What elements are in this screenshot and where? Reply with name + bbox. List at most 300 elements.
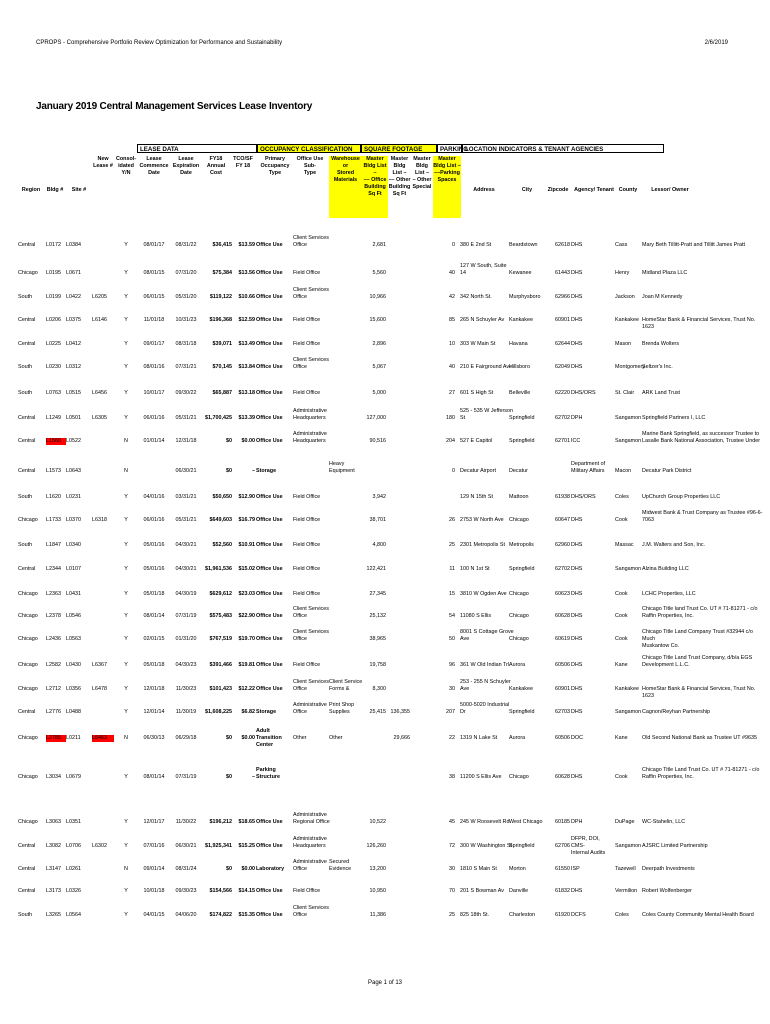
cell-ptype: Adult Transition Center (256, 728, 282, 748)
cell-cost: $767,519 (209, 636, 232, 642)
cell-sub: Administrative Regional Office (293, 812, 330, 825)
cell-agency: DHS (571, 242, 583, 248)
cell-zip: 62220 (555, 390, 570, 396)
cell-con: Y (124, 819, 128, 825)
cell-cost: $65,887 (212, 390, 232, 396)
cell-city: Belleville (509, 390, 531, 396)
cell-county: Kankakee (615, 317, 639, 323)
cell-sub: Other (293, 735, 307, 741)
cell-office: 4,800 (372, 542, 386, 548)
cell-office: 2,896 (372, 341, 386, 347)
cell-cost: $1,608,225 (205, 709, 232, 715)
cell-site: L0356 (66, 686, 81, 692)
cell-site: L0515 (66, 390, 81, 396)
cell-lessor: Chicago Title Land Trust Co. UT # 71-81271 - c/o Raffin Properties, Inc. (642, 767, 760, 780)
cell-bldg: L0199 (46, 294, 61, 300)
cell-ptype: Office Use (256, 415, 283, 421)
cell-wh: Client Service Forms & (329, 679, 363, 692)
cell-city: Hillsboro (509, 364, 530, 370)
cell-agency: DHS (571, 613, 583, 619)
cell-office: 5,000 (372, 390, 386, 396)
cell-city: Kankakee (509, 317, 533, 323)
cell-zip: 60506 (555, 735, 570, 741)
cell-exp: 05/31/21 (175, 517, 197, 523)
cell-sub: Client Services Office (293, 905, 329, 918)
cell-addr: 361 W Old Indian Trl (460, 662, 510, 668)
cell-park: 72 (449, 843, 455, 849)
cell-zip: 60901 (555, 317, 570, 323)
cell-lessor: WC-Stahelin, LLC (642, 819, 686, 825)
cell-com: 10/01/17 (143, 390, 165, 396)
cell-ptype: Office Use (256, 517, 283, 523)
cell-agency: DOC (571, 735, 583, 741)
cell-sub: Administrative Office (293, 859, 327, 872)
cell-con: Y (124, 662, 128, 668)
cell-city: Murphysboro (509, 294, 541, 300)
cell-tco: $6.82 (241, 709, 255, 715)
cell-con: Y (124, 686, 128, 692)
cell-tco: $13.84 (238, 364, 255, 370)
cell-region: Chicago (18, 270, 38, 276)
cell-ptype: Office Use (256, 888, 283, 894)
cell-zip: 60628 (555, 774, 570, 780)
cell-region: Chicago (18, 591, 38, 597)
cell-addr: 525 - 535 W Jefferson St (460, 408, 513, 421)
cell-lessor: Midwest Bank & Trust Company as Trustee #96-6- 7063 (642, 510, 763, 523)
cell-site: L0375 (66, 317, 81, 323)
cell-county: DuPage (615, 819, 635, 825)
cell-con: N (124, 468, 128, 474)
cell-com: 12/01/14 (143, 709, 165, 715)
cell-com: 09/01/17 (143, 341, 165, 347)
cell-exp: 08/31/24 (175, 866, 197, 872)
cell-addr: 245 W Roosevelt Rd (460, 819, 510, 825)
cell-office: 13,200 (369, 866, 386, 872)
cell-park: 38 (449, 774, 455, 780)
cell-cost: $119,122 (209, 294, 232, 300)
cell-ptype: Office Use (256, 819, 283, 825)
cell-bldg: L0172 (46, 242, 61, 248)
cell-zip: 62049 (555, 364, 570, 370)
cell-com: 06/01/16 (143, 415, 165, 421)
cell-tco: $19.81 (238, 662, 255, 668)
cell-region: South (18, 294, 33, 300)
cell-county: Kane (615, 662, 628, 668)
cell-exp: 04/30/21 (175, 542, 197, 548)
cell-exp: 04/06/20 (175, 912, 197, 918)
cell-zip: 60623 (555, 591, 570, 597)
cell-con: N (124, 438, 128, 444)
cell-ptype: Office Use (256, 591, 283, 597)
cell-agency: ICC (571, 438, 581, 444)
cell-office: 38,701 (369, 517, 386, 523)
cell-other: 136,355 (390, 709, 410, 715)
cell-bldg: L2712 (46, 686, 61, 692)
cell-lessor: Chicago Title Land Trust Company, d/b/a EGS Development L.L.C. (642, 655, 753, 668)
column-header-expiration: Lease Expiration Date (172, 156, 200, 176)
cell-exp: 11/30/19 (175, 709, 197, 715)
cell-other: 29,666 (393, 735, 410, 741)
cell-addr: 210 E Fairground Ave (460, 364, 513, 370)
cell-cost: $196,212 (209, 819, 232, 825)
cell-zip: 62702 (555, 415, 570, 421)
cell-lessor: Springfield Partners I, LLC (642, 415, 706, 421)
cell-zip: 61443 (555, 270, 570, 276)
cell-office: 5,560 (372, 270, 386, 276)
cell-county: Sangamon (615, 843, 642, 849)
cell-cost: $39,071 (212, 341, 232, 347)
cell-zip: 62706 (555, 843, 570, 849)
cell-cost: $0 (226, 468, 232, 474)
cell-park: 22 (449, 735, 455, 741)
cell-region: Central (18, 566, 36, 572)
cell-region: South (18, 364, 33, 370)
cell-exp: 11/30/23 (175, 686, 197, 692)
cell-lessor: Brenda Wolters (642, 341, 680, 347)
cell-com: 06/01/15 (143, 294, 165, 300)
cell-con: Y (124, 566, 128, 572)
cell-cost: $0 (226, 866, 232, 872)
cell-agency: DHS (571, 709, 583, 715)
cell-city: Springfield (509, 415, 535, 421)
cell-park: 25 (449, 542, 455, 548)
cell-bldg: L1733 (46, 517, 61, 523)
cell-cost: $50,650 (212, 494, 232, 500)
cell-bldg: L2344 (46, 566, 61, 572)
cell-bldg: L2776 (46, 709, 61, 715)
cell-region: Central (18, 843, 36, 849)
cell-office: 10,950 (369, 888, 386, 894)
cell-city: West Chicago (509, 819, 543, 825)
cell-city: Chicago (509, 591, 529, 597)
cell-addr: 8001 S Cottage Grove Ave (460, 629, 514, 642)
cell-site: L0384 (66, 242, 81, 248)
cell-exp: 07/31/19 (175, 774, 197, 780)
cell-site: L0706 (66, 843, 81, 849)
cell-tco: – (252, 774, 255, 780)
cell-cost: $101,423 (209, 686, 232, 692)
cell-ptype: Office Use (256, 912, 283, 918)
cell-agency: DHS (571, 591, 583, 597)
cell-wh: Other (329, 735, 343, 741)
cell-bldg: L3265 (46, 912, 61, 918)
cell-sub: Client Services Office (293, 357, 329, 370)
cell-park: 40 (449, 270, 455, 276)
cell-bldg: L3034 (46, 774, 61, 780)
cell-site: L0522 (66, 438, 81, 444)
cell-city: Havana (509, 341, 528, 347)
cell-exp: 04/30/23 (175, 662, 197, 668)
cell-cost: $629,612 (209, 591, 232, 597)
cell-lessor: Old Second National Bank as Trustee UT #9635 (642, 735, 757, 741)
cell-ptype: Office Use (256, 341, 283, 347)
cell-zip: 62618 (555, 242, 570, 248)
cell-park: 85 (449, 317, 455, 323)
cell-lessor: Robert Wolfenberger (642, 888, 692, 894)
cell-site: L0563 (66, 636, 81, 642)
cell-agency: DHS (571, 686, 583, 692)
column-header-sub-type: Office Use Sub- Type (296, 156, 324, 176)
cell-addr: 527 E Capitol (460, 438, 493, 444)
cell-addr: 601 S High St (460, 390, 494, 396)
cell-site: L0422 (66, 294, 81, 300)
cell-county: Cook (615, 517, 628, 523)
cell-ptype: Office Use (256, 613, 283, 619)
cell-region: Central (18, 317, 36, 323)
cell-exp: 08/31/18 (175, 341, 197, 347)
cell-sub: Field Office (293, 517, 321, 523)
cell-city: Kewanee (509, 270, 532, 276)
cell-zip: 62701 (555, 438, 570, 444)
cell-sub: Field Office (293, 317, 321, 323)
cell-city: Kankakee (509, 686, 533, 692)
cell-sub: Field Office (293, 542, 321, 548)
column-header-region: Region (21, 187, 41, 193)
cell-city: Metropolis (509, 542, 534, 548)
cell-exp: 05/31/20 (175, 294, 197, 300)
cell-com: 10/01/18 (143, 888, 165, 894)
cell-park: 0 (452, 242, 455, 248)
section-occupancy: OCCUPANCY CLASSIFICATION (257, 144, 361, 153)
cell-addr: 2301 Metropolis St (460, 542, 505, 548)
column-header-special: Master Bldg List – – Other Special (412, 156, 432, 190)
column-header-parking: Master Bldg List – ––Parking Spaces (433, 156, 461, 218)
cell-office: 10,966 (369, 294, 386, 300)
cell-addr: 2753 W North Ave (460, 517, 504, 523)
cell-con: Y (124, 270, 128, 276)
cell-city: Springfield (509, 843, 535, 849)
cell-com: 04/01/15 (143, 912, 165, 918)
cell-new: L6463 (92, 735, 114, 742)
cell-com: 04/01/16 (143, 494, 165, 500)
cell-ptype: Storage (256, 468, 277, 474)
cell-ptype: Office Use (256, 542, 283, 548)
cell-cost: $70,145 (212, 364, 232, 370)
cell-site: L0488 (66, 709, 81, 715)
cell-sub: Client Services Office (293, 287, 329, 300)
cell-wh: Print Shop Supplies (329, 702, 355, 715)
cell-office: 5,067 (372, 364, 386, 370)
cell-bldg: L1249 (46, 415, 61, 421)
cell-lessor: UpChurch Group Properties LLC (642, 494, 721, 500)
cell-agency: DHS (571, 774, 583, 780)
cell-site: L0431 (66, 591, 81, 597)
cell-region: Chicago (18, 662, 38, 668)
cell-com: 08/01/16 (143, 364, 165, 370)
cell-region: Chicago (18, 636, 38, 642)
cell-tco: $15.35 (238, 912, 255, 918)
cell-tco: $16.79 (238, 517, 255, 523)
cell-county: Vermilion (615, 888, 638, 894)
cell-site: L0326 (66, 888, 81, 894)
cell-city: Aurora (509, 735, 526, 741)
cell-park: 11 (449, 566, 455, 572)
cell-office: 27,345 (369, 591, 386, 597)
cell-bldg: L3063 (46, 819, 61, 825)
cell-region: Central (18, 866, 36, 872)
cell-agency: DHS (571, 517, 583, 523)
cell-sub: Administrative Office (293, 702, 327, 715)
cell-cost: $154,566 (209, 888, 232, 894)
cell-ptype: Office Use (256, 242, 283, 248)
cell-tco: $13.56 (238, 270, 255, 276)
cell-bldg: L1847 (46, 542, 61, 548)
cell-con: Y (124, 517, 128, 523)
cell-county: Tazewell (615, 866, 636, 872)
cell-zip: 62966 (555, 294, 570, 300)
cell-wh: Heavy Equipment (329, 461, 355, 474)
cell-cost: $1,700,425 (205, 415, 232, 421)
cell-agency: DFPR, DOI, CMS- Internal Audits (571, 836, 606, 856)
cell-lessor: Alzina Building LLC (642, 566, 689, 572)
cell-lessor: HomeStar Bank & Financial Services, Trust No. 1623 (642, 317, 756, 330)
cell-tco: $10.66 (238, 294, 255, 300)
cell-lessor: Joan M Kennedy (642, 294, 683, 300)
cell-city: Springfield (509, 438, 535, 444)
cell-park: 10 (449, 341, 455, 347)
cell-park: 40 (449, 364, 455, 370)
cell-zip: 62960 (555, 542, 570, 548)
cell-bldg: L2582 (46, 662, 61, 668)
cell-sub: Field Office (293, 390, 321, 396)
cell-addr: 380 E 2nd St (460, 242, 492, 248)
cell-ptype: Office Use (256, 294, 283, 300)
cell-bldg: L1620 (46, 494, 61, 500)
cell-new: L6456 (92, 390, 107, 396)
cell-zip: 60901 (555, 686, 570, 692)
cell-sub: Field Office (293, 888, 321, 894)
cell-addr: 1319 N Lake St (460, 735, 498, 741)
cell-ptype: Office Use (256, 843, 283, 849)
cell-park: 25 (449, 912, 455, 918)
cell-tco: $12.22 (238, 686, 255, 692)
column-header-warehouse: Warehouse or Stored Materials (329, 156, 362, 218)
section-lease-data: LEASE DATA (137, 144, 257, 153)
cell-cost: $0 (226, 774, 232, 780)
cell-office: 90,516 (369, 438, 386, 444)
cell-exp: 07/31/21 (175, 364, 197, 370)
cell-city: Springfield (509, 566, 535, 572)
cell-com: 05/01/18 (143, 591, 165, 597)
cell-new: L6318 (92, 517, 107, 523)
cell-lessor: Cagnon/Reyhan Partnership (642, 709, 711, 715)
cell-zip: 60647 (555, 517, 570, 523)
cell-park: 15 (449, 591, 455, 597)
cell-tco: $14.15 (238, 888, 255, 894)
cell-con: Y (124, 242, 128, 248)
cell-exp: 04/30/19 (175, 591, 197, 597)
cell-addr: 253 - 255 N Schuyler Ave (460, 679, 511, 692)
cell-zip: 60628 (555, 613, 570, 619)
cell-tco: $23.03 (238, 591, 255, 597)
cell-com: 12/01/18 (143, 686, 165, 692)
cell-addr: 303 W Main St (460, 341, 496, 347)
cell-com: 12/01/17 (143, 819, 165, 825)
cell-lessor: Chicago Title land Trust Co. UT # 71-81271 - c/o Raffin Properties, Inc. (642, 606, 758, 619)
cell-new: L6146 (92, 317, 107, 323)
cell-office: 38,965 (369, 636, 386, 642)
cell-city: Morton (509, 866, 526, 872)
cell-addr: 100 N 1st St (460, 566, 490, 572)
column-header-city: City (521, 187, 533, 193)
cell-office: 11,386 (369, 912, 386, 918)
cell-site: L0679 (66, 774, 81, 780)
cell-region: South (18, 390, 33, 396)
cell-region: South (18, 912, 33, 918)
cell-sub: Client Services Office (293, 606, 329, 619)
cell-com: 05/01/16 (143, 566, 165, 572)
cell-county: Henry (615, 270, 630, 276)
cell-site: L0211 (66, 735, 81, 741)
cell-office: 126,260 (366, 843, 386, 849)
cell-park: 0 (452, 468, 455, 474)
section-location: LOCATION INDICATORS & TENANT AGENCIES (462, 144, 664, 153)
cell-office: 8,300 (372, 686, 386, 692)
cell-zip: 62703 (555, 709, 570, 715)
cell-cost: $1,925,341 (205, 843, 232, 849)
cell-agency: ISP (571, 866, 580, 872)
cell-office: 122,421 (366, 566, 386, 572)
cell-lessor: Chicago Title Land Company Trust #32944 c/o Much Muskantow Co. (642, 629, 753, 649)
cell-new: L6305 (92, 415, 107, 421)
cell-com: 08/01/14 (143, 613, 165, 619)
cell-city: Chicago (509, 517, 529, 523)
cell-sub: Client Services Office (293, 629, 329, 642)
cell-tco: $13.39 (238, 415, 255, 421)
column-header-site: Site # (71, 187, 87, 193)
cell-cost: $1,961,536 (205, 566, 232, 572)
cell-tco: $0.00 (241, 866, 255, 872)
cell-county: Sangamon (615, 566, 642, 572)
cell-addr: 201 S Bowman Av (460, 888, 504, 894)
cell-region: Central (18, 709, 36, 715)
cell-addr: 11080 S Ellis (460, 613, 492, 619)
cell-con: N (124, 866, 128, 872)
cell-tco: $18.65 (238, 819, 255, 825)
cell-agency: DHS/ORS (571, 494, 596, 500)
cell-agency: DHS (571, 270, 583, 276)
cell-county: St. Clair (615, 390, 635, 396)
cell-com: 11/01/18 (143, 317, 165, 323)
cell-site: L0340 (66, 542, 81, 548)
cell-agency: DHS (571, 888, 583, 894)
cell-region: Central (18, 468, 36, 474)
cell-cost: $75,384 (212, 270, 232, 276)
cell-county: Cass (615, 242, 628, 248)
cell-con: N (124, 735, 128, 741)
cell-tco: $0.00 (241, 438, 255, 444)
cell-ptype: Office Use (256, 364, 283, 370)
cell-zip: 60506 (555, 662, 570, 668)
cell-com: 02/01/15 (143, 636, 165, 642)
cell-bldg: L2378 (46, 613, 61, 619)
cell-con: Y (124, 843, 128, 849)
cell-ptype: Office Use (256, 566, 283, 572)
cell-tco: $12.59 (238, 317, 255, 323)
cell-office: 3,942 (372, 494, 386, 500)
cell-bldg: L0206 (46, 317, 61, 323)
cell-agency: DPH (571, 415, 583, 421)
cell-addr: 265 N Schuyler Av (460, 317, 505, 323)
cell-agency: DHS (571, 566, 583, 572)
cell-sub: Administrative Headquarters (293, 431, 327, 444)
cell-lessor: ARK Land Trust (642, 390, 681, 396)
column-header-county: County (618, 187, 638, 193)
cell-addr: Decatur Airport (460, 468, 496, 474)
cell-exp: 06/30/21 (175, 468, 197, 474)
cell-county: Kane (615, 735, 628, 741)
cell-sub: Field Office (293, 270, 321, 276)
